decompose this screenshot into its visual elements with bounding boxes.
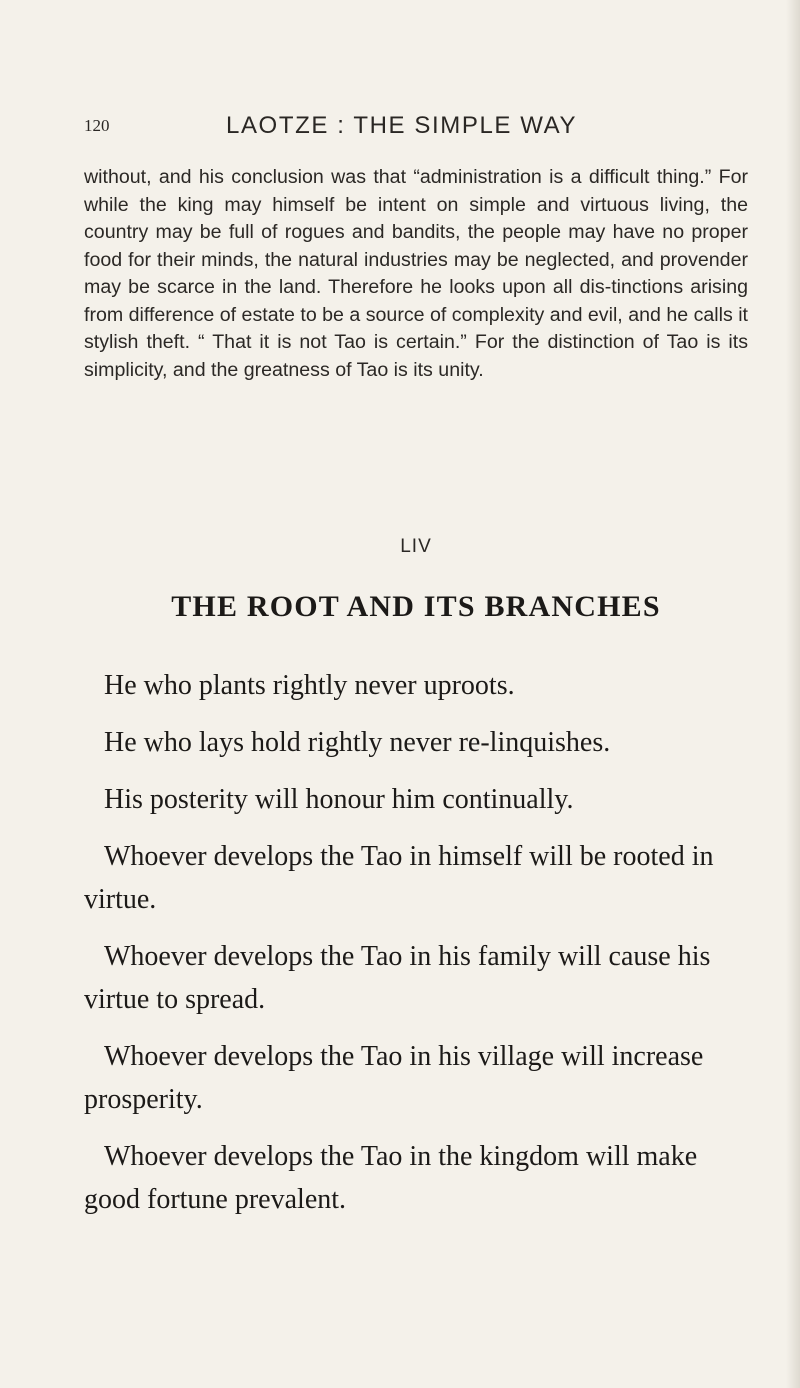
verse-1: He who plants rightly never uproots. <box>104 670 515 701</box>
verse-6: Whoever develops the Tao in his village will increase prosperity. <box>84 1041 704 1115</box>
verse-7: Whoever develops the Tao in the kingdom will make good fortune prevalent. <box>84 1141 698 1215</box>
intro-paragraph: without, and his conclusion was that “administration is a difficult thing.” For while the king may himself be intent on simple and virtuous living, the country may be full of rogues and bandits, the people may have no proper food for their minds, the natural industries may be neglected, and provender may be scarce in the land. Therefore he looks upon all dis-tinctions arising from difference of estate to be a source of complexity and evil, and he calls it stylish theft. “ That it is not Tao is certain.” For the distinction of Tao is its simplicity, and the greatness of Tao is its unity. <box>84 166 749 381</box>
chapter-title: THE ROOT AND ITS BRANCHES <box>171 590 661 623</box>
page-number: 120 <box>84 116 110 135</box>
running-title: LAOTZE : THE SIMPLE WAY <box>226 112 578 139</box>
verse-block <box>84 664 748 1235</box>
verse-4: Whoever develops the Tao in himself will be rooted in virtue. <box>84 841 714 915</box>
chapter-number: LIV <box>400 536 432 557</box>
verse-3: His posterity will honour him continually. <box>104 784 574 815</box>
running-header <box>84 112 744 146</box>
verse-2: He who lays hold rightly never re-linquishes. <box>104 727 611 758</box>
verse-5: Whoever develops the Tao in his family will cause his virtue to spread. <box>84 941 711 1015</box>
page-edge-shadow <box>786 0 800 1388</box>
